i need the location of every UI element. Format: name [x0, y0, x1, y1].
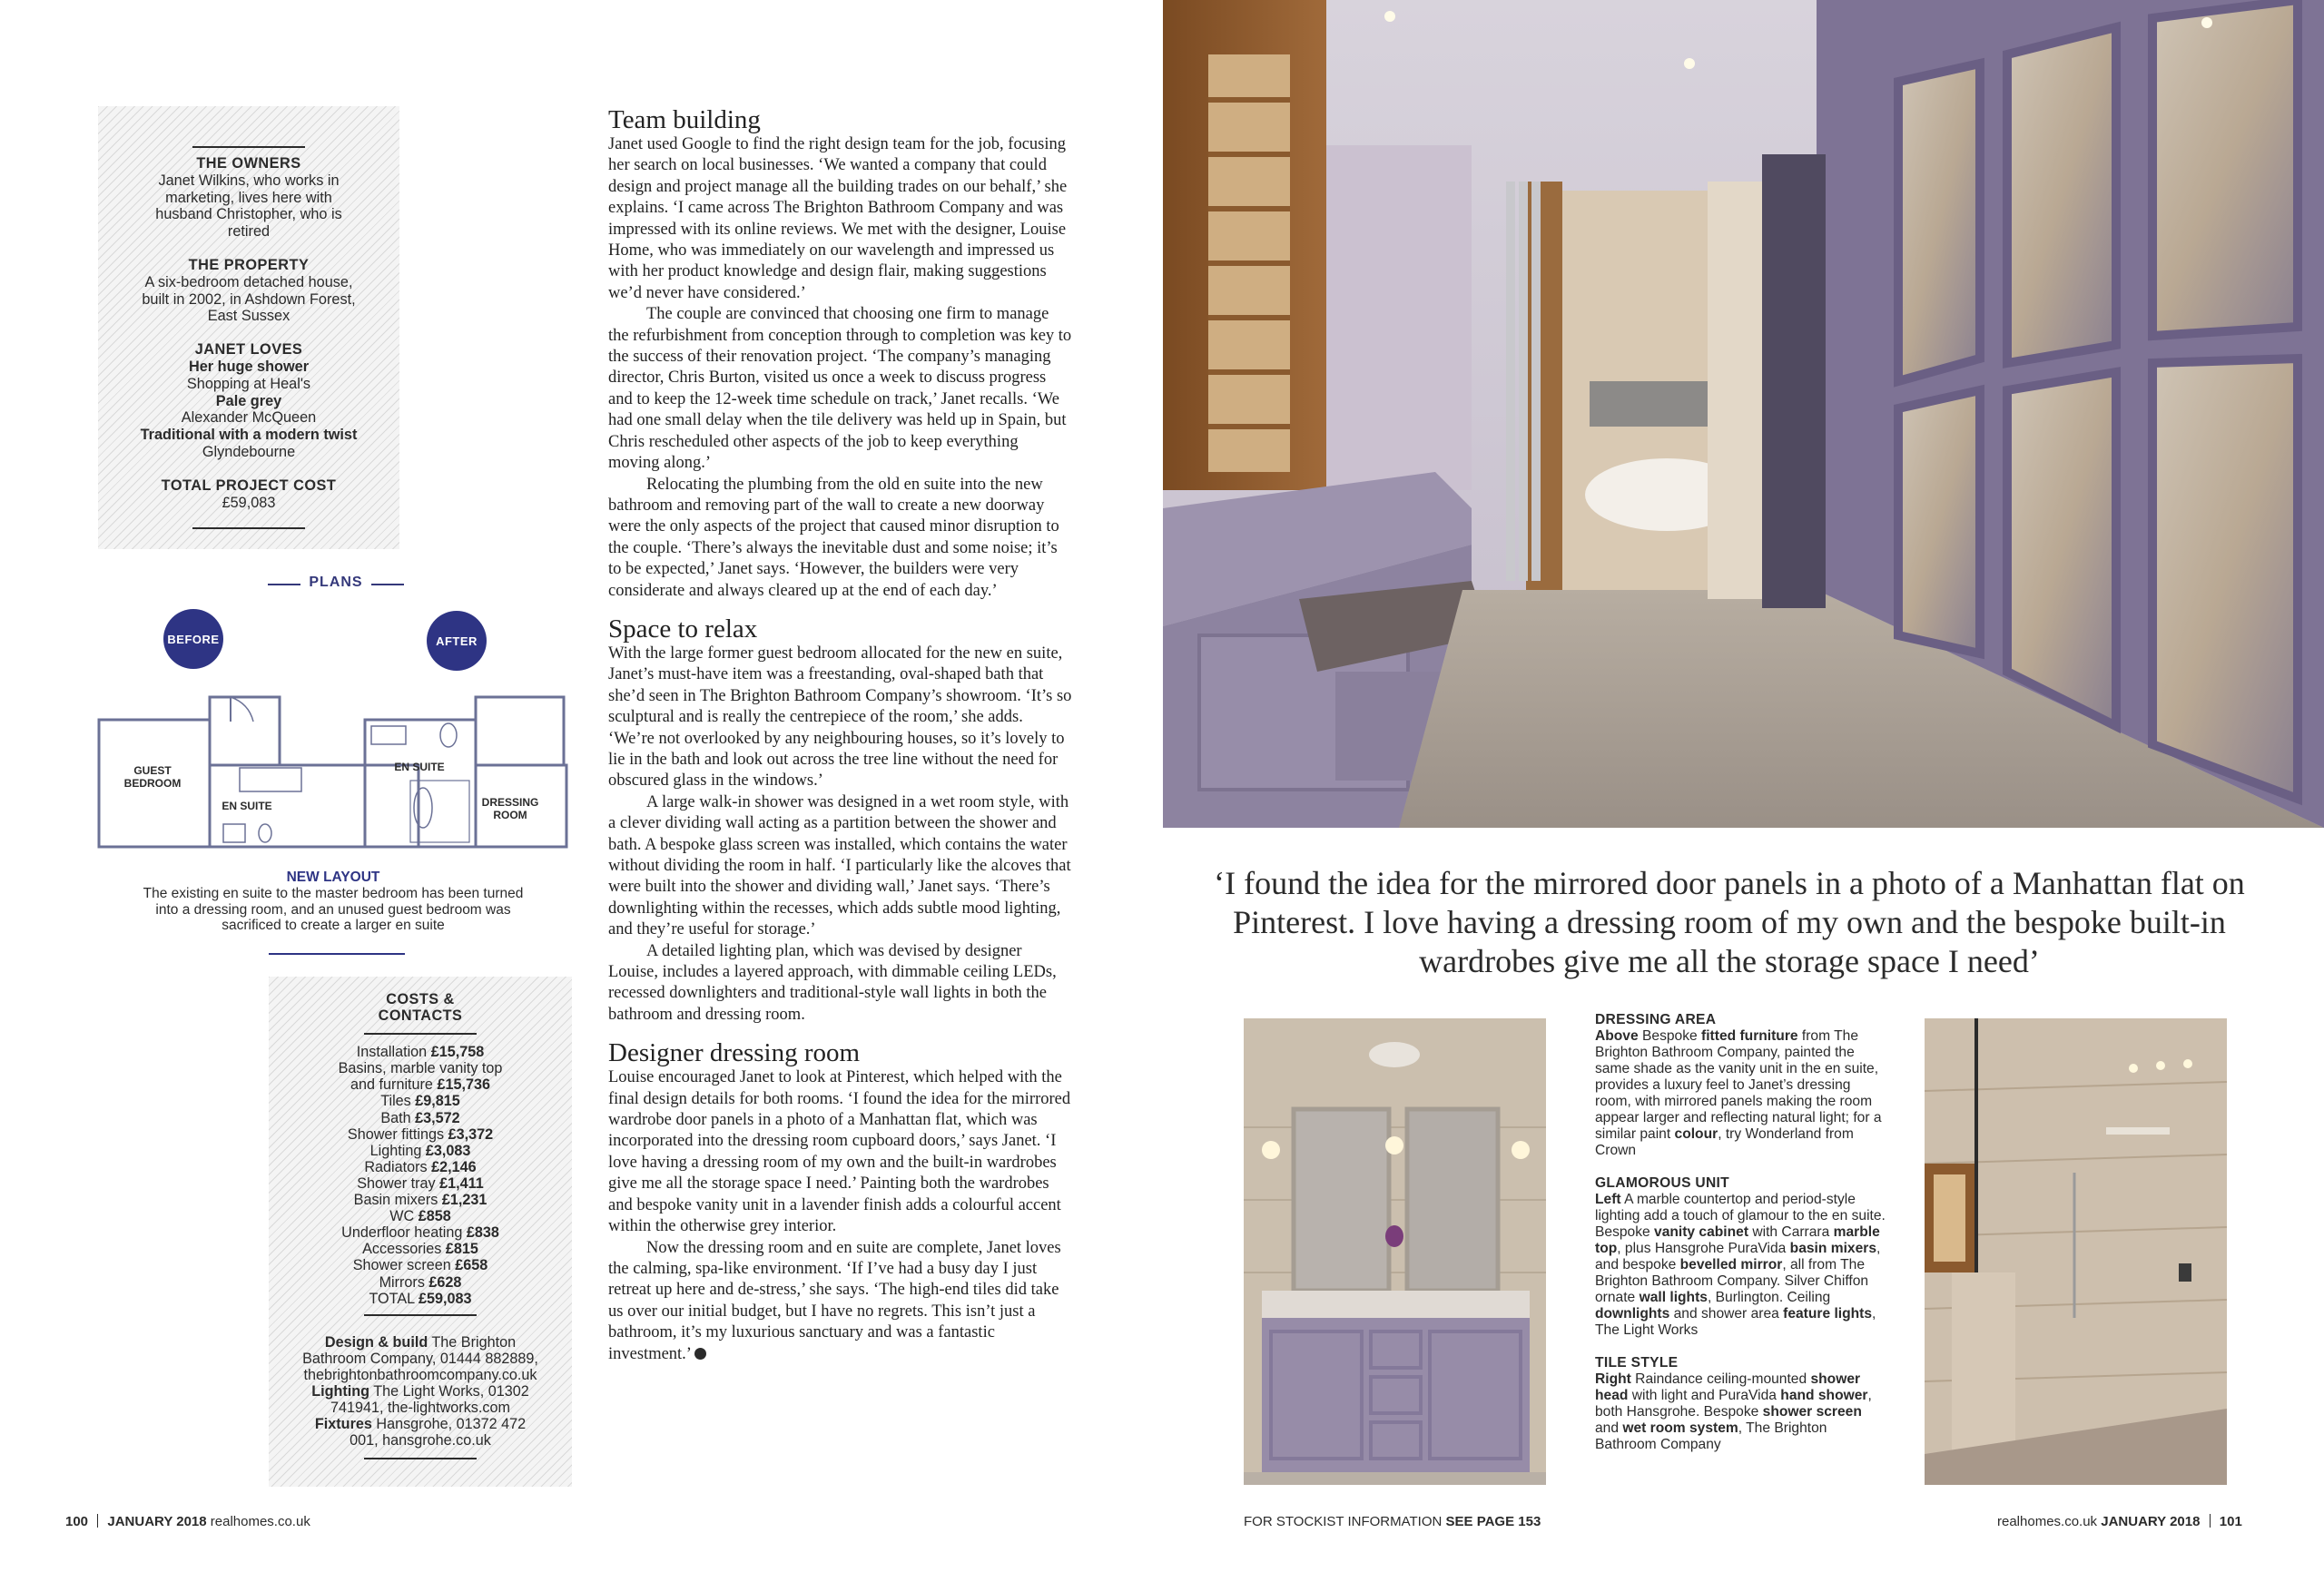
cost-item [296, 1224, 545, 1241]
property-label: THE PROPERTY [188, 256, 310, 273]
loves-item: Traditional with a modern twist [140, 427, 358, 444]
issue-left: JANUARY 2018 [107, 1514, 207, 1529]
cost-item [296, 1192, 545, 1208]
caption-bold: shower head [1595, 1371, 1861, 1403]
loves-label: JANET LOVES [194, 341, 303, 359]
caption-text: , and bespoke [1595, 1241, 1881, 1272]
cost-label: Accessories [362, 1241, 446, 1258]
costs-title: COSTS & [386, 991, 455, 1007]
cost-item [296, 1044, 545, 1060]
paragraph: Louise encouraged Janet to look at Pinterest, which helped with the final design details for both rooms. ‘I found the idea for the mirrored wardrobe door panels in a photo of a Manhattan flat, which was incorporated into the dressing room cupboard doors,’ says Janet. ‘I love having a dressing room of my own and the built-in wardrobes give me all the storage space I need.’ Painting both the wardrobes and bespoke vanity unit in a lavender finish adds a colourful accent within the otherwise grey interior. [608, 1068, 1071, 1236]
paragraph: A detailed lighting plan, which was devised by designer Louise, includes a layered approach, with dimmable ceiling LEDs, recessed downlighters and traditional-style wall lights in both the bathroom and dressing room. [608, 941, 1057, 1024]
caption-glamorous-unit [1595, 1175, 1886, 1339]
cost-value: £3,572 [415, 1109, 460, 1126]
vanity-photo [1244, 1018, 1546, 1485]
caption-text: , The Light Works [1595, 1306, 1876, 1338]
cost-label: Shower tray [357, 1174, 440, 1192]
cost-item [296, 1208, 545, 1224]
bath-fixture [240, 768, 301, 791]
cost-label: WC [389, 1208, 419, 1225]
caption-title: TILE STYLE [1595, 1355, 1679, 1371]
cost-label: and furniture [350, 1076, 438, 1094]
footer-stockist [1244, 1514, 1541, 1529]
pull-quote: ‘I found the idea for the mirrored door panels in a photo of a Manhattan flat on Pinterest. I love having a dressing room of my own and the bespoke built-in wardrobes give me all the storage space I need’ [1214, 865, 2245, 979]
total-value: £59,083 [222, 494, 276, 511]
bath-after-fixture [414, 788, 432, 828]
cost-value: £1,411 [439, 1174, 484, 1192]
dressing-room-photo [1163, 0, 2324, 828]
cost-value: £838 [466, 1224, 499, 1242]
heading-team-building: Team building [608, 105, 761, 134]
cost-label: Basins, marble vanity top [338, 1060, 503, 1077]
cost-value: £15,736 [437, 1076, 490, 1094]
plans-rule-left [268, 584, 300, 585]
lighting-label: Lighting [311, 1382, 370, 1400]
cost-item [296, 1291, 545, 1307]
cost-label: Tiles [380, 1093, 416, 1110]
fixtures-text: Hansgrohe, 01372 472 001, hansgrohe.co.uk [350, 1416, 527, 1449]
cost-value: £59,083 [419, 1290, 472, 1307]
divider [364, 1314, 477, 1316]
shower-photo [1925, 1018, 2227, 1485]
divider [97, 1514, 98, 1528]
caption-bold: basin mixers [1789, 1241, 1877, 1256]
total-label: TOTAL PROJECT COST [161, 477, 337, 494]
caption-bold: marble top [1595, 1224, 1880, 1256]
article-column [608, 105, 1073, 1365]
cost-label: Installation [356, 1044, 431, 1061]
caption-text: and shower area [1669, 1306, 1784, 1322]
loves-item: Glyndebourne [202, 443, 296, 460]
cost-item [296, 1110, 545, 1126]
owners-text: Janet Wilkins, who works in marketing, lives here with husband Christopher, who is retired [155, 172, 342, 241]
caption-text: with Carrara [1748, 1224, 1834, 1240]
footer-left [65, 1514, 310, 1529]
loves-item: Her huge shower [188, 358, 310, 375]
cost-item [296, 1274, 545, 1291]
cost-item [296, 1126, 545, 1143]
stockist-text: FOR STOCKIST INFORMATION [1244, 1514, 1446, 1529]
design-text: The Brighton Bathroom Company, 01444 882889, thebrightonbathroomcompany.co.uk [302, 1333, 538, 1383]
caption-bold: Left [1595, 1192, 1621, 1207]
caption-body [1595, 1371, 1886, 1453]
loves-item: Alexander McQueen [181, 409, 317, 427]
page-number-right: 101 [2219, 1514, 2242, 1529]
owners-label: THE OWNERS [196, 155, 301, 172]
caption-text: from The Brighton Bathroom Company, painted the same shade as the vanity unit in the en suite, provides a luxury feel to Janet’s dressing room, with mirrored panels making the room appear larger and reflecting natural light; for a similar paint [1595, 1028, 1882, 1142]
room-dressing-room: DRESSING ROOM [481, 796, 539, 821]
site-right: realhomes.co.uk [1997, 1514, 2098, 1529]
cost-value: £2,146 [431, 1158, 477, 1175]
cost-item [296, 1076, 545, 1093]
cost-item [296, 1241, 545, 1257]
en-suite-after-wall [365, 720, 476, 847]
cost-value: £858 [418, 1208, 451, 1225]
footer-right [1997, 1514, 2242, 1529]
site-left: realhomes.co.uk [210, 1514, 310, 1529]
lighting-text: The Light Works, 01302 741941, the-lightworks.com [330, 1382, 529, 1417]
caption-bold: colour [1674, 1126, 1718, 1142]
cost-item [296, 1143, 545, 1159]
divider [2210, 1514, 2211, 1528]
caption-title: DRESSING AREA [1595, 1012, 1717, 1027]
wc-fixture [259, 824, 271, 842]
cost-label: Underfloor heating [341, 1224, 467, 1242]
owners-box [98, 106, 399, 549]
new-layout-title: NEW LAYOUT [286, 870, 380, 885]
caption-text: , both Hansgrohe. Bespoke [1595, 1388, 1872, 1420]
caption-bold: fitted furniture [1701, 1028, 1798, 1044]
property-text: A six-bedroom detached house, built in 2002, in Ashdown Forest, East Sussex [142, 273, 356, 325]
heading-designer-dressing-room: Designer dressing room [608, 1038, 861, 1068]
cost-value: £15,758 [430, 1044, 485, 1061]
room-guest-bedroom: GUEST BEDROOM [123, 764, 182, 790]
design-label: Design & build [324, 1333, 428, 1351]
photo-captions [1595, 1012, 1886, 1469]
paragraph [608, 1238, 1073, 1365]
divider [192, 146, 305, 148]
caption-bold: wet room system [1622, 1420, 1738, 1436]
cost-value: £3,083 [425, 1142, 471, 1159]
cost-value: £3,372 [448, 1125, 494, 1143]
stockist-page: SEE PAGE 153 [1445, 1514, 1541, 1529]
cost-item [296, 1159, 545, 1175]
plans-rule-right [371, 584, 404, 585]
caption-bold: Above [1595, 1028, 1639, 1044]
caption-title: GLAMOROUS UNIT [1595, 1175, 1730, 1191]
heading-space-to-relax: Space to relax [608, 614, 758, 644]
new-layout-text: The existing en suite to the master bedroom has been turned into a dressing room, and an unused guest bedroom was sacrificed to create a larger en suite [143, 886, 524, 933]
room-en-suite-after: EN SUITE [394, 761, 445, 773]
loves-item: Shopping at Heal's [186, 375, 311, 392]
caption-text: A marble countertop and period-style lighting add a touch of glamour to the en suite. Bespoke [1595, 1192, 1886, 1240]
paragraph: With the large former guest bedroom allocated for the new en suite, Janet’s must-have item was a freestanding, oval-shaped bath that she’d seen in The Brighton Bathroom Company’s showroom. ‘It’s so sculptural and is really the centrepiece of the room,’ she adds. ‘We’re not overlooked by any neighbouring houses, so it’s lovely to lie in the bath and look out across the tree line without the need for obscured glass in the windows.’ [608, 644, 1072, 791]
caption-tile-style [1595, 1355, 1886, 1453]
cost-value: £658 [455, 1257, 488, 1274]
cost-label: Shower fittings [347, 1125, 448, 1143]
cost-label: Shower screen [352, 1257, 456, 1274]
paragraph: Relocating the plumbing from the old en suite into the new bathroom and removing part of the wall to create a new doorway were the only aspects of the project that caused minor disruption to the couple. ‘There’s always the inevitable dust and some noise; it’s to be expected,’ Janet says. ‘However, the builders were very considerate and always cleared up at the end of each day.’ [608, 475, 1059, 600]
end-mark-icon [694, 1348, 706, 1360]
caption-text: with light and PuraVida [1628, 1388, 1781, 1403]
paragraph-text: Now the dressing room and en suite are complete, Janet loves the calming, spa-like environment. ‘If I’ve had a busy day I just retreat up here and de-stress,’ she says. ‘The high-end tiles did take us over our initial budget, but I have no regrets. This isn’t just a bathroom, it’s my luxurious sanctuary and was a fantastic investment.’ [608, 1238, 1061, 1363]
before-badge: BEFORE [163, 609, 223, 669]
caption-dressing-area [1595, 1012, 1886, 1159]
cost-label: Lighting [369, 1142, 426, 1159]
cost-item [296, 1060, 545, 1076]
cost-label: Basin mixers [353, 1192, 442, 1209]
cost-label: Radiators [364, 1158, 432, 1175]
caption-bold: vanity cabinet [1654, 1224, 1749, 1240]
paragraph: Janet used Google to find the right design team for the job, focusing her search on local businesses. ‘We wanted a company that could design and project manage all the building trades on our behalf,’ she explains. ‘I came across The Brighton Bathroom Company and was impressed with its online reviews. We met with the designer, Louise Home, who was immediately on our wavelength and impressed us with her product knowledge and design flair, making suggestions we’d never have considered.’ [608, 135, 1068, 302]
paragraph: A large walk-in shower was designed in a wet room style, with a clever dividing wall acting as a partition between the shower and bath. A bespoke glass screen was installed, which contains the water without dividing the room in half. ‘I particularly like the alcoves that were built into the shower and dividing wall,’ Janet says. ‘There’s downlighting within the recesses, which adds subtle mood lighting, and they’re useful for storage.’ [608, 792, 1071, 939]
divider [364, 1458, 477, 1459]
caption-text: , plus Hansgrohe PuraVida [1617, 1241, 1790, 1256]
costs-list [296, 1044, 545, 1307]
hall-wall [210, 697, 280, 765]
cost-label: Bath [380, 1109, 416, 1126]
divider [192, 527, 305, 529]
room-en-suite-before: EN SUITE [222, 800, 272, 812]
loves-item: Pale grey [215, 392, 282, 409]
caption-text: , Burlington. Ceiling [1707, 1290, 1831, 1305]
costs-box [269, 977, 572, 1487]
caption-text: , try Wonderland from Crown [1595, 1126, 1854, 1158]
caption-body [1595, 1028, 1886, 1159]
after-badge: AFTER [427, 611, 487, 671]
caption-body [1595, 1192, 1886, 1339]
caption-bold: wall lights [1639, 1290, 1708, 1305]
caption-text: Bespoke [1638, 1028, 1702, 1044]
cost-value: £815 [445, 1241, 478, 1258]
cost-value: £9,815 [415, 1093, 460, 1110]
cost-label: TOTAL [369, 1290, 419, 1307]
caption-text: , all from The Brighton Bathroom Company. Silver Chiffon ornate [1595, 1257, 1869, 1305]
cost-item [296, 1257, 545, 1273]
cost-label: Mirrors [379, 1273, 429, 1291]
issue-right: JANUARY 2018 [2101, 1514, 2201, 1529]
caption-text: , The Brighton Bathroom Company [1595, 1420, 1827, 1452]
caption-text: Raindance ceiling-mounted [1630, 1371, 1811, 1387]
caption-bold: shower screen [1762, 1404, 1862, 1420]
caption-bold: feature lights [1783, 1306, 1873, 1322]
divider [364, 1033, 477, 1035]
caption-bold: downlights [1595, 1306, 1670, 1322]
costs-title-2: CONTACTS [378, 1007, 463, 1025]
cost-value: £1,231 [441, 1192, 487, 1209]
page-number-left: 100 [65, 1514, 89, 1529]
cost-value: £628 [428, 1273, 462, 1291]
cost-item [296, 1175, 545, 1192]
caption-text: and [1595, 1420, 1623, 1436]
cost-item [296, 1093, 545, 1109]
caption-bold: bevelled mirror [1679, 1257, 1783, 1272]
fixtures-label: Fixtures [314, 1416, 372, 1433]
caption-bold: Right [1595, 1371, 1631, 1387]
caption-bold: hand shower [1780, 1388, 1868, 1403]
plans-divider [269, 953, 405, 955]
paragraph: The couple are convinced that choosing one firm to manage the refurbishment from conception through to completion was key to the success of their renovation project. ‘The company’s managing director, Chris Burton, visited us once a week to discuss progress and to keep the 12-week time schedule on track,’ Janet recalls. ‘We had one small delay when the tile delivery was held up in Spain, but Chris rescheduled other aspects of the job to keep everything moving along.’ [608, 305, 1072, 473]
plans-title: PLANS [309, 575, 363, 590]
